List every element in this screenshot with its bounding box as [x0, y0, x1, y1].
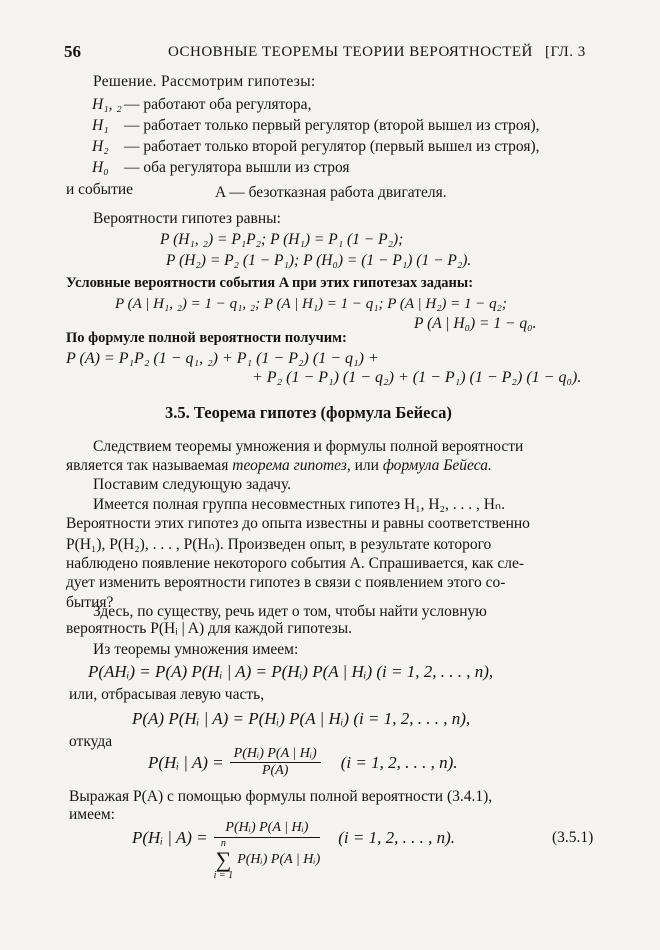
- hypothesis-symbol: H₁: [92, 117, 109, 134]
- sum-symbol: ∑: [215, 847, 232, 872]
- paragraph-text: или, отбрасывая левую часть,: [69, 686, 265, 703]
- equation-number: (3.5.1): [552, 829, 594, 846]
- total-probability-line-2: + P₂ (1 − P₁) (1 − q₂) + (1 − P₁) (1 − P₂) (1 − q₀).: [252, 369, 582, 386]
- fraction-denominator: [214, 838, 321, 881]
- hypothesis-text: — оба регулятора вышли из строя: [124, 159, 350, 176]
- equation-multiplication: P(AHᵢ) = P(A) P(Hᵢ | A) = P(Hᵢ) P(A | Hᵢ) (i = 1, 2, . . . , n),: [88, 662, 494, 681]
- paragraph-text: вероятность P(Hᵢ | A) для каждой гипотезы.: [66, 620, 353, 637]
- total-probability-intro: По формуле полной вероятности получим:: [66, 330, 347, 346]
- equation-dropped-left: P(A) P(Hᵢ | A) = P(Hᵢ) P(A | Hᵢ) (i = 1, 2, . . . , n),: [132, 709, 471, 728]
- emphasized-term: теорема гипотез,: [232, 457, 351, 474]
- fraction-numerator: P(Hᵢ) P(A | Hᵢ): [214, 820, 321, 838]
- equation-lhs: P(Hᵢ | A) =: [132, 828, 208, 847]
- hypothesis-text: — работают оба регулятора,: [124, 96, 312, 113]
- paragraph-text: имеем:: [69, 806, 115, 823]
- paragraph-text: Из теоремы умножения имеем:: [93, 641, 299, 658]
- conditional-line-1: P (A | H₁, ₂) = 1 − q₁, ₂; P (A | H₁) = 1 − q₁; P (A | H₂) = 1 − q₂;: [115, 296, 507, 312]
- section-heading: 3.5. Теорема гипотез (формула Бейеса): [165, 403, 452, 422]
- paragraph-text: бытия?: [66, 594, 114, 611]
- summation: [214, 839, 234, 881]
- hypothesis-symbol: H₁, ₂: [92, 96, 122, 113]
- text-run: является так называемая: [66, 457, 233, 474]
- paragraph-text: [66, 457, 492, 475]
- paragraph-text: P(H₁), P(H₂), . . . , P(Hₙ). Произведен опыт, в результате которого: [66, 536, 492, 553]
- paragraph-text: Здесь, по существу, речь идет о том, чтобы найти условную: [93, 603, 487, 620]
- chapter-reference: [ГЛ. 3: [545, 44, 586, 60]
- probabilities-line-2: P (H₂) = P₂ (1 − P₁); P (H₀) = (1 − P₁) (1 − P₂).: [166, 252, 472, 269]
- hypothesis-symbol: H₂: [92, 138, 109, 155]
- solution-intro: Решение. Рассмотрим гипотезы:: [93, 73, 316, 90]
- equation-range: (i = 1, 2, . . . , n).: [340, 752, 458, 772]
- running-title: ОСНОВНЫЕ ТЕОРЕМЫ ТЕОРИИ ВЕРОЯТНОСТЕЙ: [168, 44, 533, 60]
- conditional-intro: Условные вероятности события A при этих гипотезах заданы:: [66, 275, 474, 291]
- paragraph-text: Имеется полная группа несовместных гипотез H₁, H₂, . . . , Hₙ.: [93, 496, 505, 513]
- paragraph-text: наблюдено появление некоторого события A. Спрашивается, как сле-: [66, 555, 524, 572]
- event-definition: A — безотказная работа двигателя.: [215, 184, 447, 201]
- equation-bayes-intermediate: [148, 746, 458, 779]
- hypothesis-symbol: H₀: [92, 159, 109, 176]
- paragraph-text: Выражая P(A) с помощью формулы полной вероятности (3.4.1),: [69, 788, 493, 805]
- emphasized-term: формула Бейеса.: [382, 457, 492, 474]
- paragraph-text: Поставим следующую задачу.: [93, 476, 292, 493]
- fraction-denominator: P(A): [261, 763, 289, 778]
- hypothesis-text: — работает только второй регулятор (первый вышел из строя),: [124, 138, 540, 155]
- text-run: или: [350, 457, 383, 474]
- equation-bayes-formula: [132, 820, 455, 881]
- total-probability-line-1: P (A) = P₁P₂ (1 − q₁, ₂) + P₁ (1 − P₂) (1 − q₁) +: [66, 350, 379, 367]
- hypothesis-text: — работает только первый регулятор (второй вышел из строя),: [124, 117, 540, 134]
- probabilities-intro: Вероятности гипотез равны:: [93, 210, 281, 227]
- conditional-line-2: P (A | H₀) = 1 − q₀.: [414, 315, 537, 332]
- sum-upper-limit: n: [220, 838, 226, 849]
- paragraph-text: Следствием теоремы умножения и формулы полной вероятности: [93, 438, 524, 455]
- sum-lower-limit: i = 1: [213, 870, 234, 881]
- sum-term: P(Hᵢ) P(A | Hᵢ): [237, 852, 321, 867]
- fraction-numerator: P(Hᵢ) P(A | Hᵢ): [230, 746, 321, 763]
- paragraph-text: дует изменить вероятности гипотез в связи с появлением этого со-: [66, 574, 506, 591]
- equation-range: (i = 1, 2, . . . , n).: [338, 828, 456, 847]
- fraction: [230, 746, 321, 779]
- equation-lhs: P(Hᵢ | A) =: [148, 752, 224, 772]
- paragraph-text: Вероятности этих гипотез до опыта известны и равны соответственно: [66, 515, 530, 532]
- page-number: 56: [64, 42, 81, 61]
- fraction: [214, 820, 321, 881]
- probabilities-line-1: P (H₁, ₂) = P₁P₂; P (H₁) = P₁ (1 − P₂);: [160, 231, 404, 248]
- event-intro: и событие: [66, 181, 134, 198]
- paragraph-text: откуда: [69, 733, 113, 750]
